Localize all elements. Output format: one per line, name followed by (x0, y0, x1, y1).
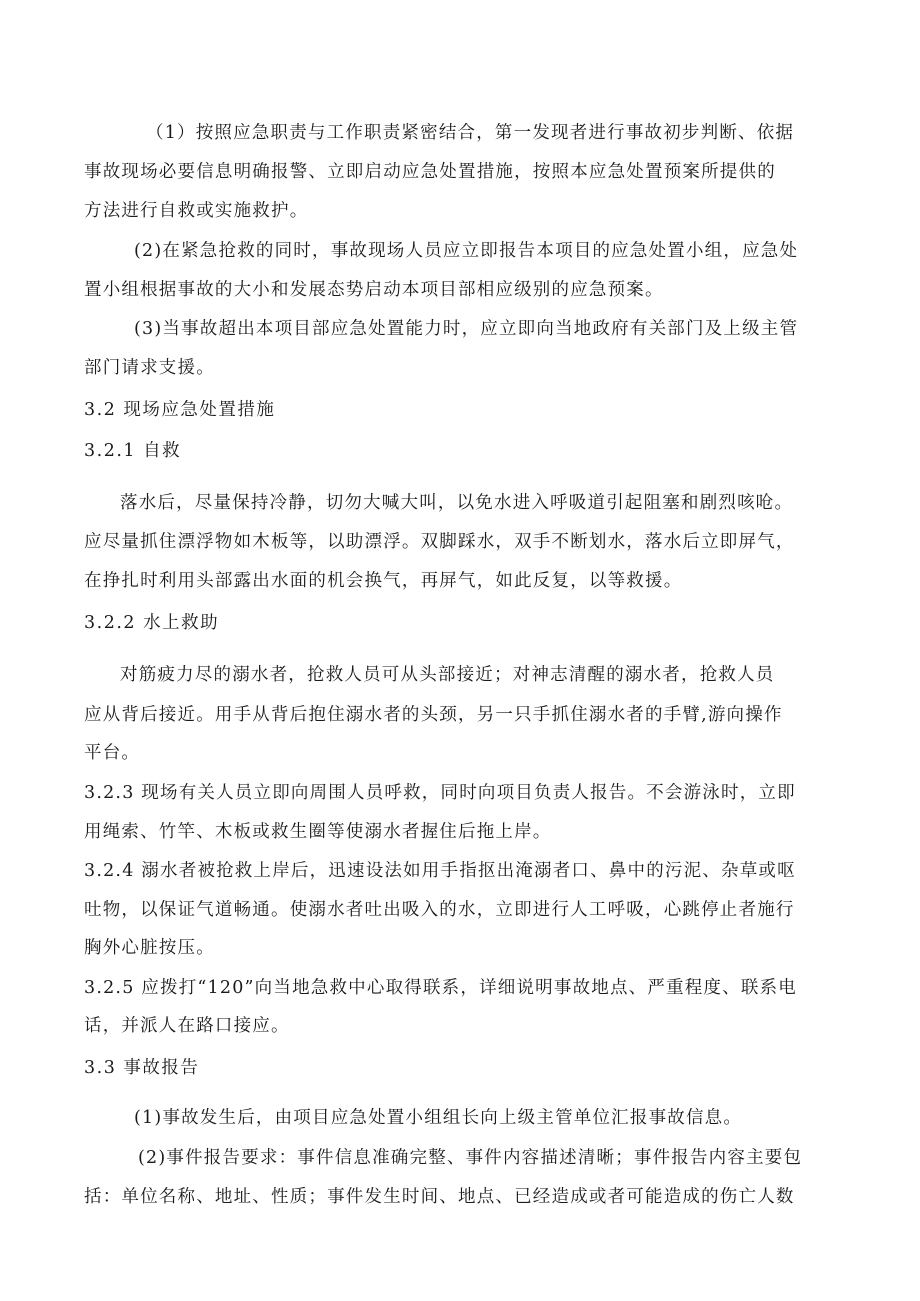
paragraph-1-line-3: 方法进行自救或实施救护。 (84, 201, 309, 221)
paragraph-5-line-3: 平台。 (84, 743, 141, 763)
item-3-2-4-line-1: 3.2.4 溺水者被抢救上岸后，迅速设法如用手指抠出淹溺者口、鼻中的污泥、杂草或呕 (84, 861, 796, 881)
paragraph-2-line-1: (2)在紧急抢救的同时，事故现场人员应立即报告本项目的应急处置小组，应急处 (134, 241, 799, 261)
item-3-2-4-line-2: 吐物，以保证气道畅通。使溺水者吐出吸入的水，立即进行人工呼吸，心跳停止者施行 (84, 900, 795, 920)
section-heading-3-3: 3.3 事故报告 (84, 1058, 200, 1078)
paragraph-5-line-1: 对筋疲力尽的溺水者，抢救人员可从头部接近；对神志清醒的溺水者，抢救人员 (120, 665, 775, 685)
paragraph-5-line-2: 应从背后接近。用手从背后抱住溺水者的头颈，另一只手抓住溺水者的手臂,游向操作 (84, 705, 783, 725)
paragraph-3-line-1: (3)当事故超出本项目部应急处置能力时，应立即向当地政府有关部门及上级主管 (134, 319, 799, 339)
section-heading-3-2-2: 3.2.2 水上救助 (84, 613, 220, 633)
paragraph-7-line-2: 括：单位名称、地址、性质；事件发生时间、地点、已经造成或者可能造成的伤亡人数 (84, 1187, 795, 1207)
item-3-2-3-line-2: 用绳索、竹竿、木板或救生圈等使溺水者握住后拖上岸。 (84, 822, 552, 842)
paragraph-4-line-1: 落水后，尽量保持冷静，切勿大喊大叫，以免水进入呼吸道引起阻塞和剧烈咳呛。 (120, 493, 794, 513)
paragraph-4-line-2: 应尽量抓住漂浮物如木板等，以助漂浮。双脚踩水，双手不断划水，落水后立即屏气， (84, 532, 795, 552)
item-3-2-4-line-3: 胸外心脏按压。 (84, 938, 215, 958)
item-3-2-5-line-2: 话，并派人在路口接应。 (84, 1016, 290, 1036)
paragraph-2-line-2: 置小组根据事故的大小和发展态势启动本项目部相应级别的应急预案。 (84, 280, 664, 300)
paragraph-1-line-1: （1）按照应急职责与工作职责紧密结合，第一发现者进行事故初步判断、依据 (146, 123, 795, 143)
paragraph-1-line-2: 事故现场必要信息明确报警、立即启动应急处置措施，按照本应急处置预案所提供的 (84, 162, 776, 182)
paragraph-4-line-3: 在挣扎时利用头部露出水面的机会换气，再屏气，如此反复，以等救援。 (84, 571, 683, 591)
item-3-2-5-line-1: 3.2.5 应拨打“120”向当地急救中心取得联系，详细说明事故地点、严重程度、联系电 (84, 978, 797, 998)
paragraph-7-line-1: (2)事件报告要求：事件信息准确完整、事件内容描述清晰；事件报告内容主要包 (138, 1148, 803, 1168)
section-heading-3-2-1: 3.2.1 自救 (84, 441, 182, 461)
paragraph-3-line-2: 部门请求支援。 (84, 358, 215, 378)
item-3-2-3-line-1: 3.2.3 现场有关人员立即向周围人员呼救，同时向项目负责人报告。不会游泳时，立即 (84, 783, 796, 803)
paragraph-6-line-1: (1)事故发生后，由项目应急处置小组组长向上级主管单位汇报事故信息。 (134, 1108, 743, 1128)
section-heading-3-2: 3.2 现场应急处置措施 (84, 400, 276, 420)
